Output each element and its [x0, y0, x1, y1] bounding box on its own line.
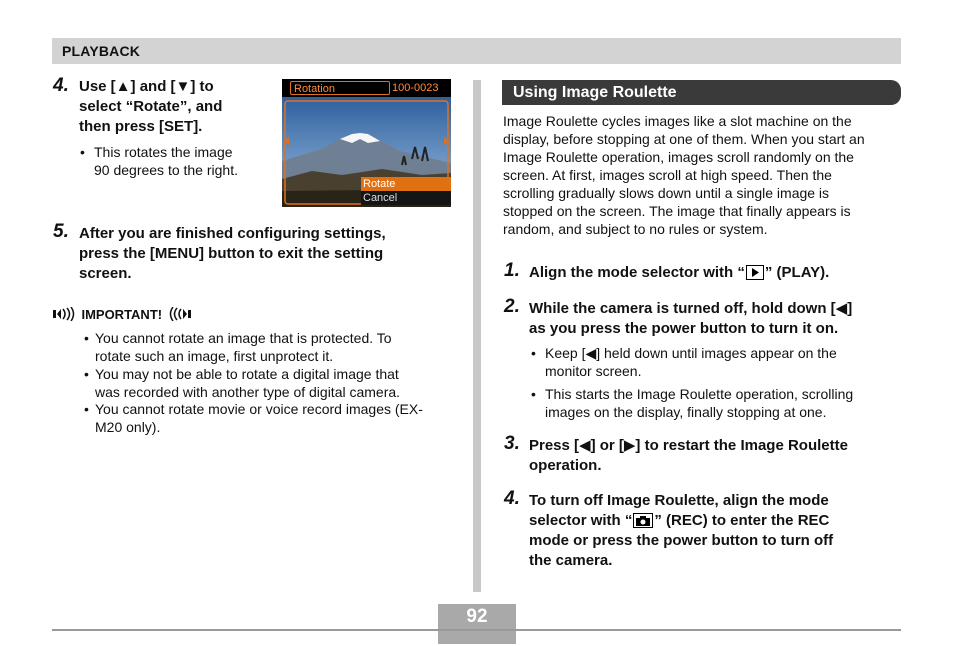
instruction-text: Align the mode selector with “ [529, 264, 745, 281]
note-line: This rotates the image [94, 144, 233, 160]
step-number: 1. [504, 260, 520, 281]
step-number: 4. [504, 488, 520, 509]
instruction-line: the camera. [529, 552, 613, 569]
bullet-dot: • [80, 144, 85, 160]
instruction-text: ” (PLAY). [764, 264, 830, 281]
step-number: 4. [53, 75, 69, 96]
speaker-right-icon [169, 307, 191, 321]
instruction-line: mode or press the power button to turn off [529, 532, 834, 549]
bullet-note [80, 143, 274, 179]
instruction-line: To turn off Image Roulette, align the mode [529, 492, 829, 509]
paragraph-line: Image Roulette operation, images scroll randomly on the [503, 149, 854, 165]
bullet-dot: • [531, 386, 536, 402]
page-number: 92 [466, 606, 488, 627]
step-number: 3. [504, 433, 520, 454]
section-header: PLAYBACK [62, 43, 141, 59]
menu-item-rotate: Rotate [361, 177, 451, 191]
column-divider [473, 80, 481, 592]
note-line: images on the display, finally stopping at one. [545, 404, 827, 420]
paragraph-line: Image Roulette cycles images like a slot machine on the [503, 113, 852, 129]
step-instruction [79, 224, 459, 284]
bullet-dot: • [84, 401, 89, 417]
instruction-text: selector with “ [529, 512, 633, 529]
file-number: 100-0023 [392, 82, 439, 94]
item-line: was recorded with another type of digital camera. [95, 384, 401, 400]
step-instruction [529, 491, 901, 571]
play-icon [746, 265, 764, 280]
paragraph-line: scrolling gradually slows down until a single image is [503, 185, 830, 201]
instruction-line: press the [MENU] button to exit the setting [79, 245, 384, 262]
step-instruction [529, 436, 901, 476]
footer-rule [52, 629, 901, 631]
important-item [84, 400, 465, 436]
bullet-dot: • [84, 366, 89, 382]
item-line: M20 only). [95, 419, 161, 435]
rotation-label: Rotation [290, 81, 390, 95]
instruction-line: then press [SET]. [79, 118, 203, 135]
section-title: Using Image Roulette [513, 84, 677, 101]
paragraph-line: stopped on the screen. The image that finally appears is [503, 203, 851, 219]
instruction-line: as you press the power button to turn it on. [529, 320, 839, 337]
instruction-line: Press [◀] or [▶] to restart the Image Roulette [529, 437, 848, 454]
instruction-line: screen. [79, 265, 132, 282]
paragraph-line: random, and subject to no rules or system. [503, 221, 768, 237]
paragraph-line: display, before stopping at one of them. When you start an [503, 131, 865, 147]
camera-icon [633, 513, 653, 528]
menu-item-cancel: Cancel [361, 191, 451, 205]
instruction-line: Use [▲] and [▼] to [79, 78, 214, 95]
step-instruction [529, 263, 901, 283]
bullet-dot: • [531, 345, 536, 361]
note-line: 90 degrees to the right. [94, 162, 238, 178]
instruction-line: While the camera is turned off, hold down [◀] [529, 300, 853, 317]
note-line: monitor screen. [545, 363, 642, 379]
item-line: You may not be able to rotate a digital image that [95, 366, 399, 382]
bullet-note [531, 385, 901, 421]
speaker-left-icon [53, 307, 75, 321]
instruction-line: operation. [529, 457, 602, 474]
step-instruction [529, 299, 901, 339]
instruction-line: select “Rotate”, and [79, 98, 223, 115]
header-bar [52, 38, 901, 64]
paragraph-line: screen. At first, images scroll at high speed. Then the [503, 167, 832, 183]
important-item [84, 365, 465, 401]
intro-paragraph [503, 112, 901, 238]
bullet-note [531, 344, 901, 380]
important-item [84, 329, 465, 365]
bullet-dot: • [84, 330, 89, 346]
item-line: You cannot rotate an image that is protected. To [95, 330, 392, 346]
step-number: 2. [504, 296, 520, 317]
important-label: IMPORTANT! [81, 307, 163, 322]
item-line: rotate such an image, first unprotect it. [95, 348, 334, 364]
instruction-line [529, 511, 901, 531]
instruction-text: ” (REC) to enter the REC [654, 512, 830, 529]
instruction-line: After you are finished configuring settings, [79, 225, 386, 242]
step-number: 5. [53, 221, 69, 242]
item-line: You cannot rotate movie or voice record images (EX- [95, 401, 423, 417]
important-heading [53, 306, 191, 322]
note-line: Keep [◀] held down until images appear on the [545, 345, 837, 361]
step-instruction [79, 77, 279, 137]
note-line: This starts the Image Roulette operation, scrolling [545, 386, 854, 402]
